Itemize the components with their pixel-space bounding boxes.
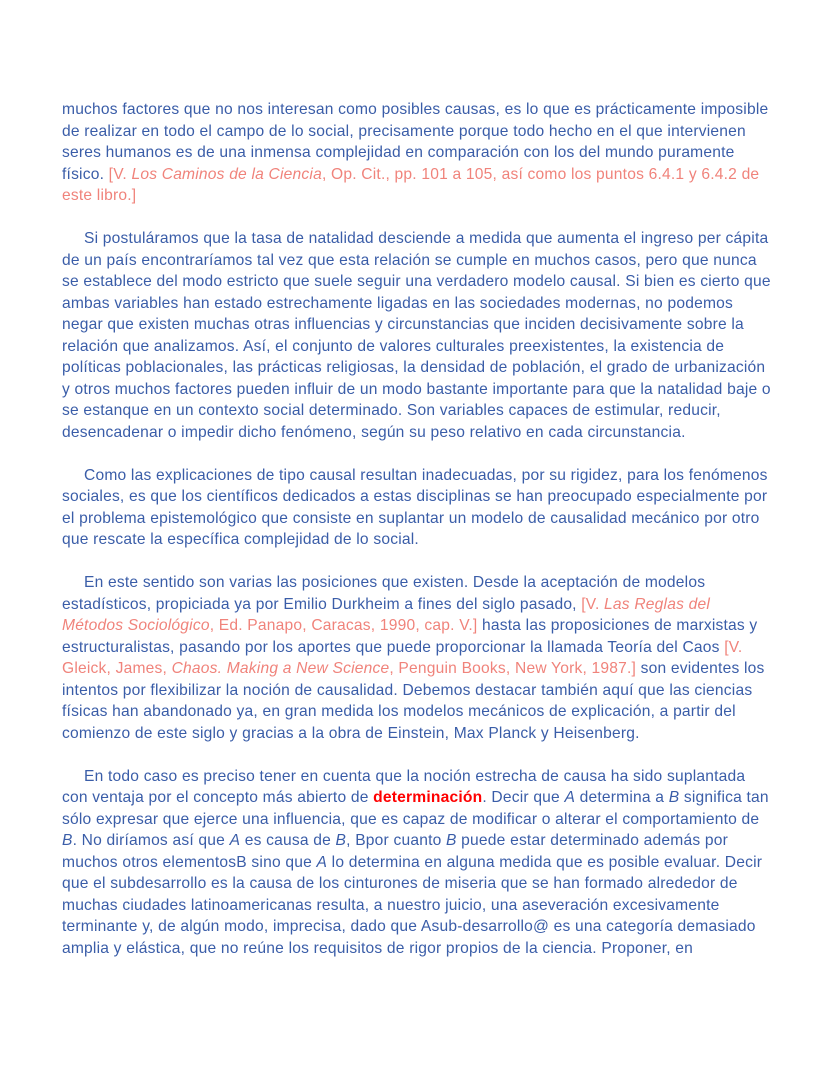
text-run: determina a xyxy=(575,789,669,806)
paragraph xyxy=(62,572,772,744)
text-run: B xyxy=(335,832,347,849)
text-run: muchos factores que no nos interesan como posibles causas, es lo que es prácticamente imposible de realizar en todo el campo de lo social, precisamente porque todo hecho en el que intervienen seres humanos es de una inmensa complejidad en comparación con los del mundo puramente físico. xyxy=(62,101,769,183)
text-run: B xyxy=(62,832,73,849)
paragraph xyxy=(62,99,772,207)
text-run: [V. xyxy=(581,595,605,613)
text-run: determinación xyxy=(373,789,483,806)
paragraph xyxy=(62,766,772,960)
text-run: , Bpor cuanto xyxy=(346,832,447,849)
text-run: A xyxy=(229,832,241,849)
text-run: En este sentido son varias las posiciones que existen. Desde la aceptación de modelos estadísticos, propiciada ya por Emilio Durkheim a fines del siglo pasado, xyxy=(62,574,706,613)
text-run: son evidentes los intentos por flexibilizar la noción de causalidad. Debemos destacar también aquí que las ciencias físicas han abandonado ya, en gran medida los modelos mecánicos de explicación, a partir del comienzo de este siglo y gracias a la obra de Einstein, Max Planck y Heisenberg. xyxy=(62,660,765,742)
text-run: Los Caminos de la Ciencia xyxy=(131,165,322,183)
text-run: . No diríamos así que xyxy=(72,832,230,849)
text-run: Chaos. Making a New Science xyxy=(171,660,390,677)
text-run: lo determina en alguna medida que es posible evaluar. Decir que el subdesarrollo es la causa de los cinturones de miseria que se han formado alrededor de muchas ciudades latinoamericanas resulta, a nuestro juicio, una aseveración excesivamente terminante y, de algún modo, imprecisa, dado que Asub-desarrollo@ es una categoría demasiado amplia y elástica, que no reúne los requisitos de rigor propios de la ciencia. Proponer, en xyxy=(62,853,763,957)
text-run: Si postuláramos que la tasa de natalidad desciende a medida que aumenta el ingreso per cápita de un país encontraríamos tal vez que esta relación se cumple en muchos casos, pero que nunca se establece del modo estricto que suele seguir una verdadero modelo causal. Si bien es cierto que ambas variables han estado estrechamente ligadas en las sociedades modernas, no podemos negar que existen muchas otras influencias y circunstancias que inciden decisivamente sobre la relación que analizamos. Así, el conjunto de valores culturales preexistentes, la existencia de políticas poblacionales, las prácticas religiosas, la densidad de población, el grado de urbanización y otros muchos factores pueden influir de un modo bastante importante para que la natalidad baje o se estanque en un contexto social determinado. Son variables capaces de estimular, reducir, desencadenar o impedir dicho fenómeno, según su peso relativo en cada circunstancia. xyxy=(62,230,771,441)
text-run: A xyxy=(564,789,576,806)
text-run: B xyxy=(446,832,457,849)
text-run: Como las explicaciones de tipo causal resultan inadecuadas, por su rigidez, para los fenómenos sociales, es que los científicos dedicados a estas disciplinas se han preocupado especialmente por el problema epistemológico que consiste en suplantar un modelo de causalidad mecánico por otro que rescate la específica complejidad de lo social. xyxy=(62,466,768,548)
text-run: [V. Gleick, James, xyxy=(62,638,743,677)
text-run: significa tan sólo expresar que ejerce una influencia, que es capaz de modificar o alterar el comportamiento de xyxy=(62,789,769,828)
text-run: . Decir que xyxy=(482,789,565,806)
text-run: En todo caso es preciso tener en cuenta que la noción estrecha de causa ha sido suplantada con ventaja por el concepto más abierto de xyxy=(62,767,746,806)
text-run: hasta las proposiciones de marxistas y estructuralistas, pasando por los aportes que puede proporcionar la llamada Teoría del Caos xyxy=(62,617,758,656)
text-run: [V. xyxy=(108,165,132,183)
paragraph xyxy=(62,228,772,443)
text-run: Las Reglas del Métodos Sociológico xyxy=(62,595,711,634)
paragraph xyxy=(62,465,772,551)
text-run: , Ed. Panapo, Caracas, 1990, cap. V.] xyxy=(209,617,478,634)
text-run: B xyxy=(668,789,680,806)
text-run: puede estar determinado además por muchos otros elementosB sino que xyxy=(62,832,729,871)
text-run: A xyxy=(316,853,328,871)
text-run: , Penguin Books, New York, 1987.] xyxy=(389,660,637,677)
text-run: , Op. Cit., pp. 101 a 105, así como los puntos 6.4.1 y 6.4.2 de este libro.] xyxy=(62,165,760,204)
text-run: es causa de xyxy=(240,832,336,849)
